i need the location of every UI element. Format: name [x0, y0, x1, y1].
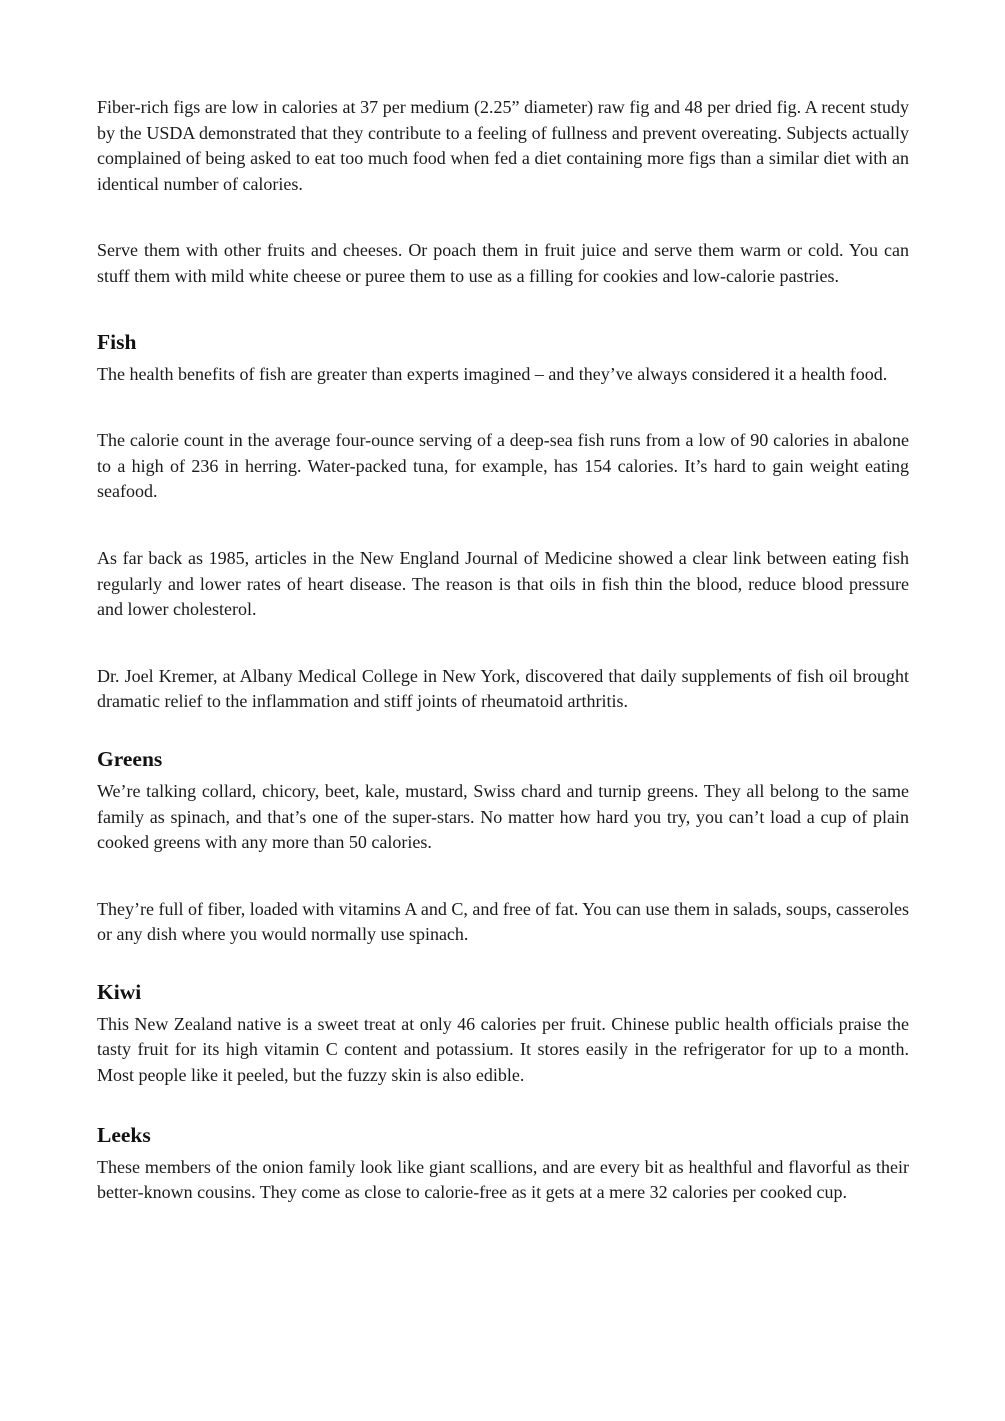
heading-leeks: Leeks [97, 1122, 151, 1147]
figs-paragraph-serving: Serve them with other fruits and cheeses. Or poach them in fruit juice and serve them warm or cold. You can stuff them with mild white cheese or puree them to use as a filling for cookies and low-calorie pastries. [97, 240, 909, 286]
heading-kiwi: Kiwi [97, 979, 142, 1004]
fish-paragraph-calories: The calorie count in the average four-ounce serving of a deep-sea fish runs from a low of 90 calories in abalone to a high of 236 in herring. Water-packed tuna, for example, has 154 calories. It’s hard to gain weight eating seafood. [97, 430, 909, 502]
kiwi-paragraph: This New Zealand native is a sweet treat at only 46 calories per fruit. Chinese public health officials praise the tasty fruit for its high vitamin C content and potassium. It stores easily in the refrigerator for up to a month. Most people like it peeled, but the fuzzy skin is also edible. [97, 1013, 909, 1086]
leeks-paragraph: These members of the onion family look like giant scallions, and are every bit as healthful and flavorful as their better-known cousins. They come as close to calorie-free as it gets at a mere 32 calories per cooked cup. [97, 1156, 909, 1203]
fish-paragraph-heart-disease: As far back as 1985, articles in the New England Journal of Medicine showed a clear link between eating fish regularly and lower rates of heart disease. The reason is that oils in fish thin the blood, reduce blood pressure and lower cholesterol. [97, 547, 909, 620]
heading-greens: Greens [97, 746, 163, 771]
fish-paragraph-benefits: The health benefits of fish are greater than experts imagined – and they’ve always considered it a health food. [97, 363, 888, 384]
heading-fish: Fish [97, 329, 137, 354]
fish-paragraph-arthritis: Dr. Joel Kremer, at Albany Medical College in New York, discovered that daily supplements of fish oil brought dramatic relief to the inflammation and stiff joints of rheumatoid arthritis. [97, 665, 909, 712]
document-page [97, 95, 909, 1206]
figs-paragraph-calories: Fiber-rich figs are low in calories at 37 per medium (2.25” diameter) raw fig and 48 per dried fig. A recent study by the USDA demonstrated that they contribute to a feeling of fullness and prevent overeating. Subjects actually complained of being asked to eat too much food when fed a diet containing more figs than a similar diet with an identical number of calories. [97, 97, 909, 194]
greens-paragraph-varieties: We’re talking collard, chicory, beet, kale, mustard, Swiss chard and turnip greens. They all belong to the same family as spinach, and that’s one of the super-stars. No matter how hard you try, you can’t load a cup of plain cooked greens with any more than 50 calories. [97, 780, 909, 853]
greens-paragraph-nutrition: They’re full of fiber, loaded with vitamins A and C, and free of fat. You can use them in salads, soups, casseroles or any dish where you would normally use spinach. [97, 898, 909, 945]
